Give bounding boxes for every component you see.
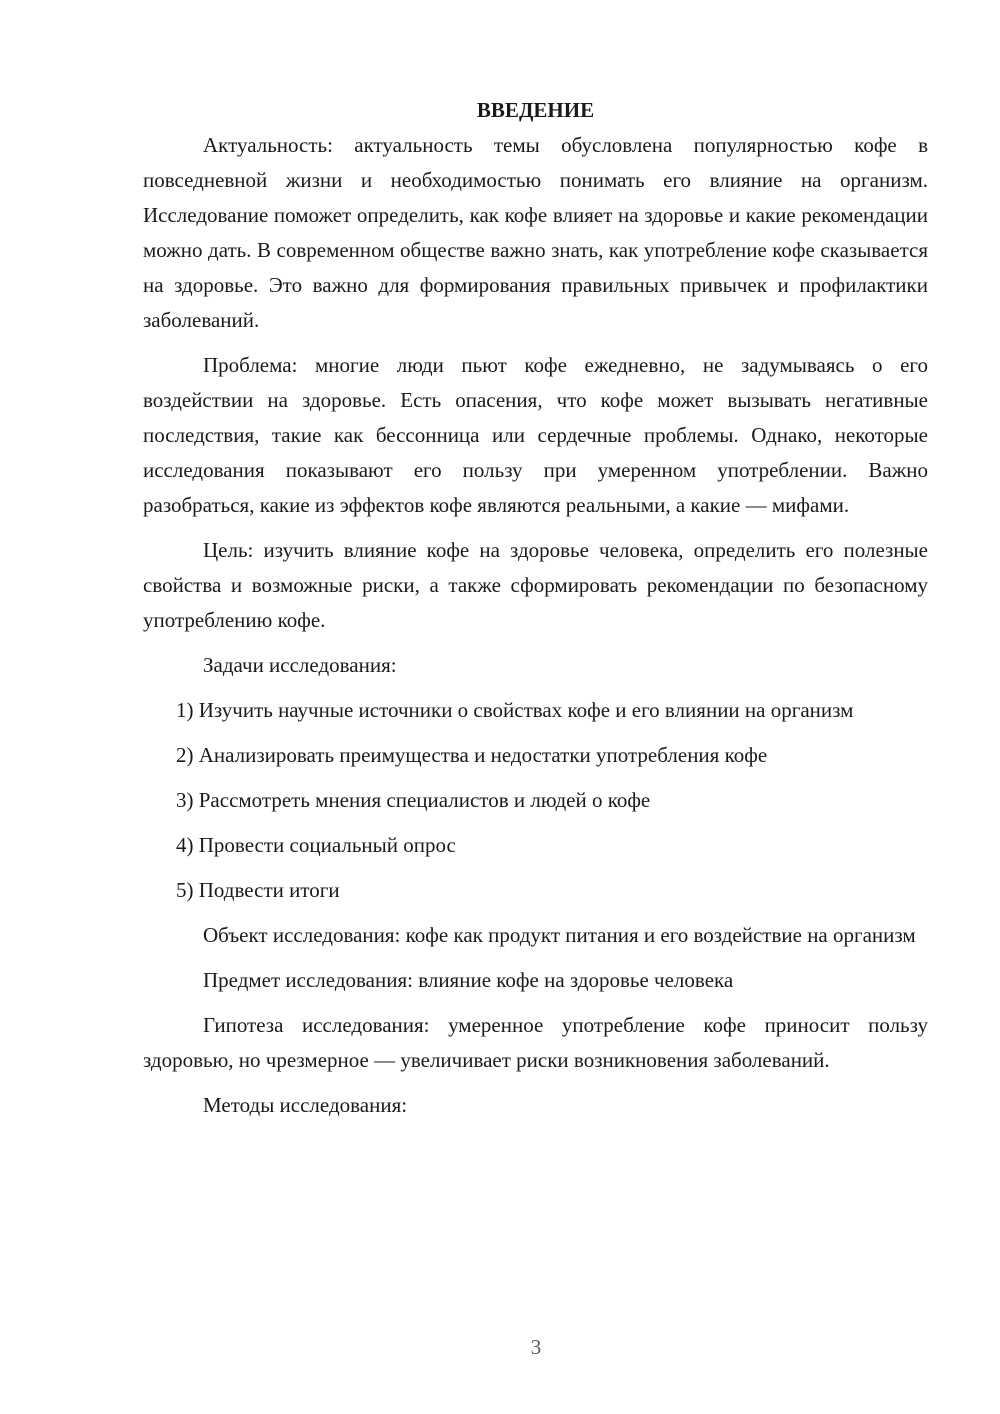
page-number: 3 bbox=[530, 1335, 542, 1359]
paragraph-relevance: Актуальность: актуальность темы обусловлена популярностью кофе в повседневной жизни и необходимостью понимать его влияние на организм. Исследование поможет определить, как кофе влияет на здоровье и какие рекомендации можно дать. В современном обществе важно знать, как употребление кофе сказывается на здоровье. Это важно для формирования правильных привычек и профилактики заболеваний. bbox=[143, 133, 928, 332]
task-item-4: 4) Провести социальный опрос bbox=[176, 833, 456, 857]
task-item-5: 5) Подвести итоги bbox=[176, 878, 340, 902]
page-content bbox=[143, 93, 928, 1133]
tasks-title: Задачи исследования: bbox=[203, 653, 397, 677]
paragraph-subject: Предмет исследования: влияние кофе на здоровье человека bbox=[203, 968, 734, 992]
task-item-3: 3) Рассмотреть мнения специалистов и людей о кофе bbox=[176, 788, 651, 812]
task-item-1: 1) Изучить научные источники о свойствах кофе и его влиянии на организм bbox=[176, 698, 854, 722]
page-heading: ВВЕДЕНИЕ bbox=[476, 98, 595, 122]
paragraph-goal: Цель: изучить влияние кофе на здоровье человека, определить его полезные свойства и возможные риски, а также сформировать рекомендации по безопасному употреблению кофе. bbox=[143, 538, 928, 632]
methods-title: Методы исследования: bbox=[203, 1093, 408, 1117]
task-item-2: 2) Анализировать преимущества и недостатки употребления кофе bbox=[176, 743, 768, 767]
paragraph-object: Объект исследования: кофе как продукт питания и его воздействие на организм bbox=[203, 923, 916, 947]
paragraph-problem: Проблема: многие люди пьют кофе ежедневно, не задумываясь о его воздействии на здоровье. Есть опасения, что кофе может вызывать негативные последствия, такие как бессонница или сердечные проблемы. Однако, некоторые исследования показывают его пользу при умеренном употреблении. Важно разобраться, какие из эффектов кофе являются реальными, а какие — мифами. bbox=[143, 353, 928, 517]
paragraph-hypothesis: Гипотеза исследования: умеренное употребление кофе приносит пользу здоровью, но чрезмерное — увеличивает риски возникновения заболеваний. bbox=[143, 1013, 928, 1072]
